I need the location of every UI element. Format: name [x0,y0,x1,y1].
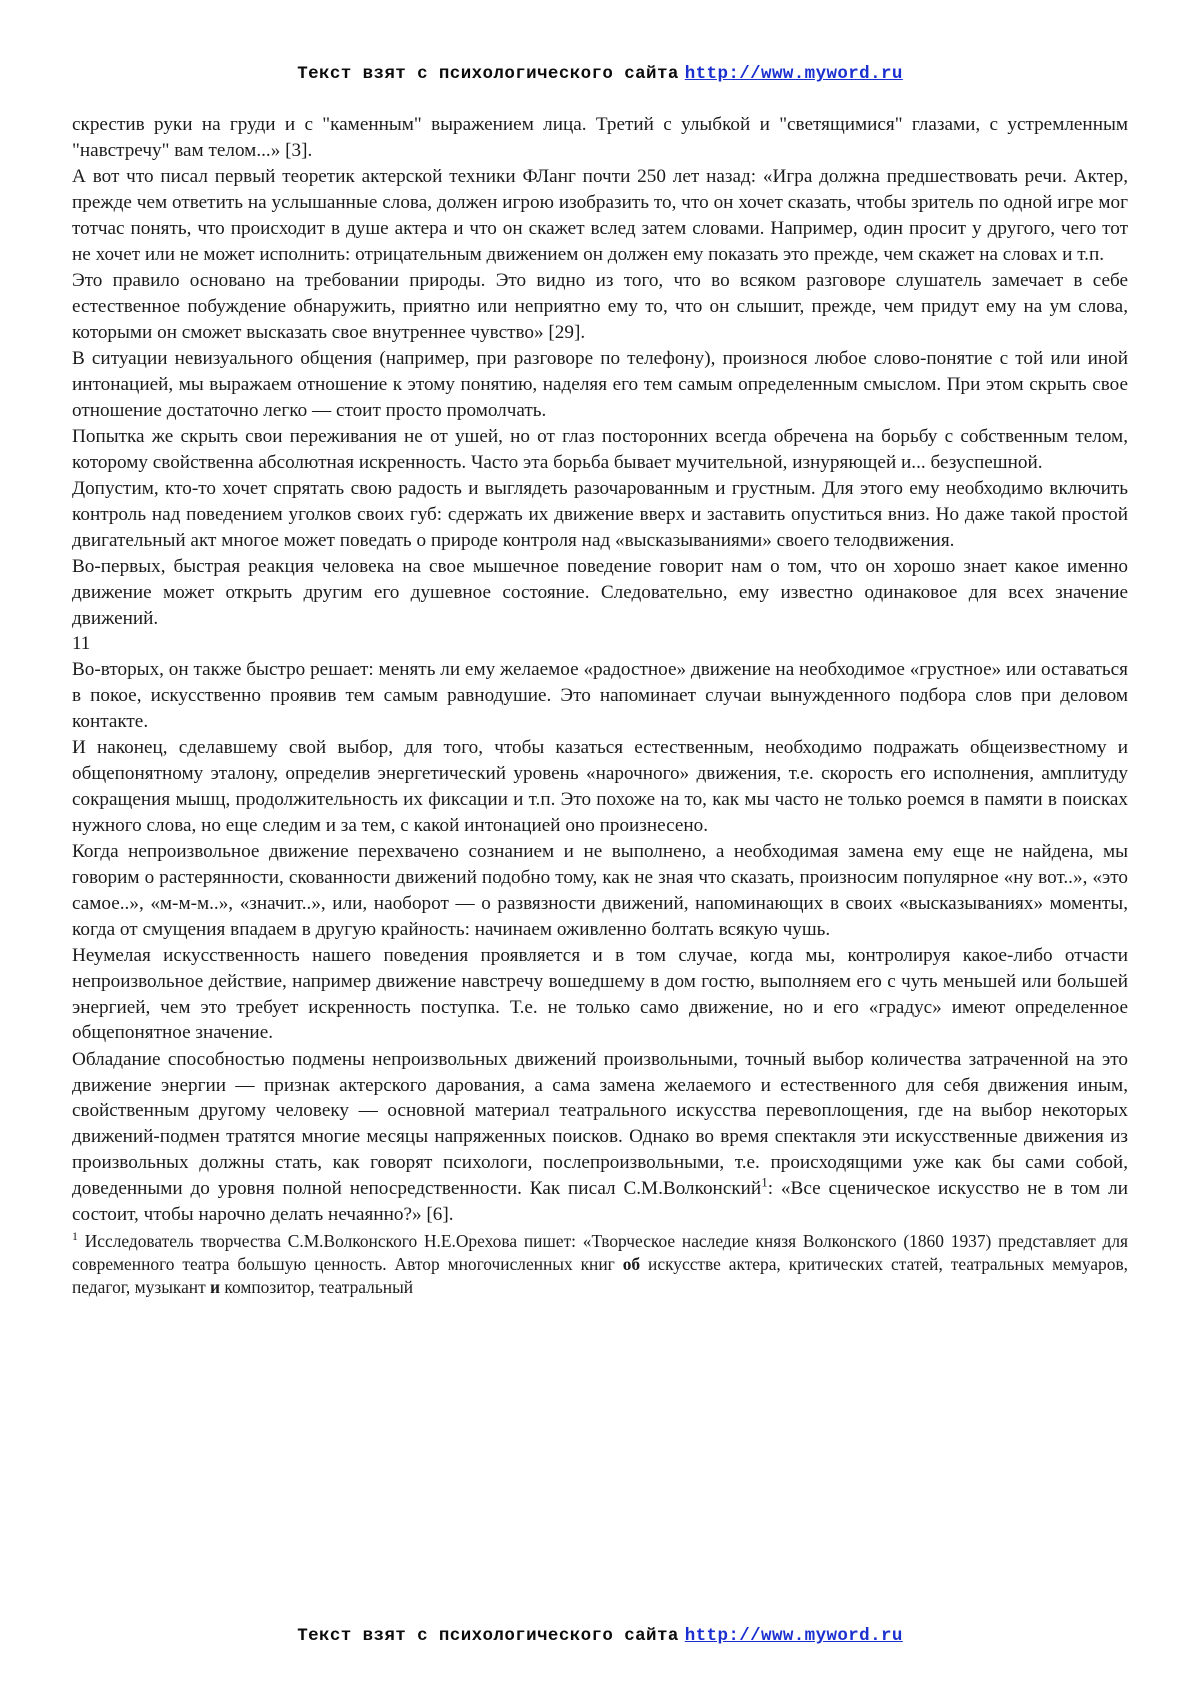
site-banner-top [72,64,1128,84]
paragraph: В ситуации невизуального общения (например, при разговоре по телефону), произнося любое слово-понятие с той или иной интонацией, мы выражаем отношение к этому понятию, наделяя его тем самым определенным смыслом. При этом скрыть свое отношение достаточно легко — стоит просто промолчать. [72,347,1128,421]
paragraph: Когда непроизвольное движение перехвачено сознанием и не выполнено, а необходимая замена ему еще не найдена, мы говорим о растерянности, скованности движений подобно тому, как не зная что сказать, произносим популярное «ну вот..», «это самое..», «м-м-м..», «значит..», или, наоборот — о развязности движений, напоминающих в своих «высказываниях» моменты, когда от смущения впадаем в другую крайность: начинаем оживленно болтать всякую чушь. [72,841,1128,940]
footnote [72,1230,1128,1298]
paragraph: скрестив руки на груди и с "каменным" выражением лица. Третий с улыбкой и "светящимися" глазами, с устремленным "навстречу" вам телом...» [3]. [72,114,1128,161]
paragraph: Во-вторых, он также быстро решает: менять ли ему желаемое «радостное» движение на необходимое «грустное» или оставаться в покое, искусственно проявив тем самым равнодушие. Это напоминает случаи вынужденного подбора слов при деловом контакте. [72,659,1128,732]
paragraph-text-part1: Обладание способностью подмены непроизвольных движений произвольными, точный выбор количества затраченной на это движение энергии — признак актерского дарования, а сама замена желаемого и естественного для себя движения иным, свойственным другому человеку — основной материал театрального искусства перевоплощения, где на выбор некоторых движений-подмен тратятся многие месяцы напряженных поисков. Однако во время спектакля эти искусственные движения из произвольных должны стать, как говорят психологи, послепроизвольными, т.е. происходящими уже как бы сами собой, доведенными до уровня полной непосредственности. Как писал С.М.Волконский [72,1048,1128,1199]
footnote-text-part2: искусстве актера, критических статей, театральных мемуаров, педагог, музыкант [72,1254,1129,1297]
footnote-bold-2: и [210,1276,221,1297]
banner-url: http://www.myword.ru [684,1626,903,1646]
paragraph: Неумелая искусственность нашего поведения проявляется и в том случае, когда мы, контролируя какое-либо отчасти непроизвольное действие, например движение навстречу вошедшему в дом гостю, выполняем его с чуть меньшей или большей энергией, чем это требует искренность поступка. Т.е. не только само движение, но и его «градус» имеют определенное общепонятное значение. [72,944,1128,1044]
footnote-text-part1: Исследователь творчества С.М.Волконского Н.Е.Орехова пишет: «Творческое наследие князя Волконского (1860 1937) представляет для современного театра большую ценность. Автор многочисленных книг [72,1231,1128,1275]
banner-text: Текст взят с психологического сайта [297,64,679,84]
paragraph: Допустим, кто-то хочет спрятать свою радость и выглядеть разочарованным и грустным. Для этого ему необходимо включить контроль над поведением уголков своих губ: сдержать их движение вверх и заставить опуститься вниз. Но даже такой простой двигательный акт многое может поведать о природе контроля над «высказываниями» своего телодвижения. [72,478,1128,551]
banner-url: http://www.myword.ru [684,64,903,84]
footnote-bold-1: об [622,1254,641,1275]
site-banner-bottom [0,1626,1200,1646]
footnote-marker: 1 [72,1229,78,1244]
paragraph: Во-первых, быстрая реакция человека на свое мышечное поведение говорит нам о том, что он хорошо знает какое именно движение может открыть другим его душевное состояние. Следовательно, ему известно одинаковое для всех значение движений. [72,556,1128,629]
paragraph-with-footnote-ref [72,1047,1128,1228]
paragraph: А вот что писал первый теоретик актерской техники ФЛанг почти 250 лет назад: «Игра должна предшествовать речи. Актер, прежде чем ответить на услышанные слова, должен игрою изобразить то, что он хочет сказать, чтобы зритель по одной игре мог тотчас понять, что происходит в душе актера и что он скажет вслед затем словами. Например, один просит у другого, чего тот не хочет или не может исполнить: отрицательным движением он должен ему показать это прежде, чем скажет на словах и т.п. [72,166,1128,265]
paragraph: Это правило основано на требовании природы. Это видно из того, что во всяком разговоре слушатель замечает в себе естественное побуждение обнаружить, приятно или неприятно ему то, что он слышит, прежде, чем придут ему на ум слова, которыми он сможет высказать свое внутреннее чувство» [29]. [72,269,1128,343]
banner-text: Текст взят с психологического сайта [297,1626,679,1646]
page-number: 11 [72,633,91,655]
paragraph-text-part2: : «Все сценическое искусство не в том ли состоит, чтобы нарочно делать нечаянно?» [6]. [72,1177,1128,1225]
document-body [72,112,1128,1227]
paragraph: Попытка же скрыть свои переживания не от ушей, но от глаз посторонних всегда обречена на борьбу с собственным телом, которому свойственна абсолютная искренность. Часто эта борьба бывает мучительной, изнуряющей и... безуспешной. [72,425,1128,473]
footnote-text-part3: композитор, театральный [220,1276,414,1297]
paragraph: И наконец, сделавшему свой выбор, для того, чтобы казаться естественным, необходимо подражать общеизвестному и общепонятному эталону, определив энергетический уровень «нарочного» движения, т.е. скорость его исполнения, амплитуду сокращения мышц, продолжительность их фиксации и т.п. Это похоже на то, как мы часто не только роемся в памяти в поисках нужного слова, но еще следим и за тем, с какой интонацией оно произнесено. [72,737,1128,836]
footnote-reference: 1 [761,1174,768,1190]
